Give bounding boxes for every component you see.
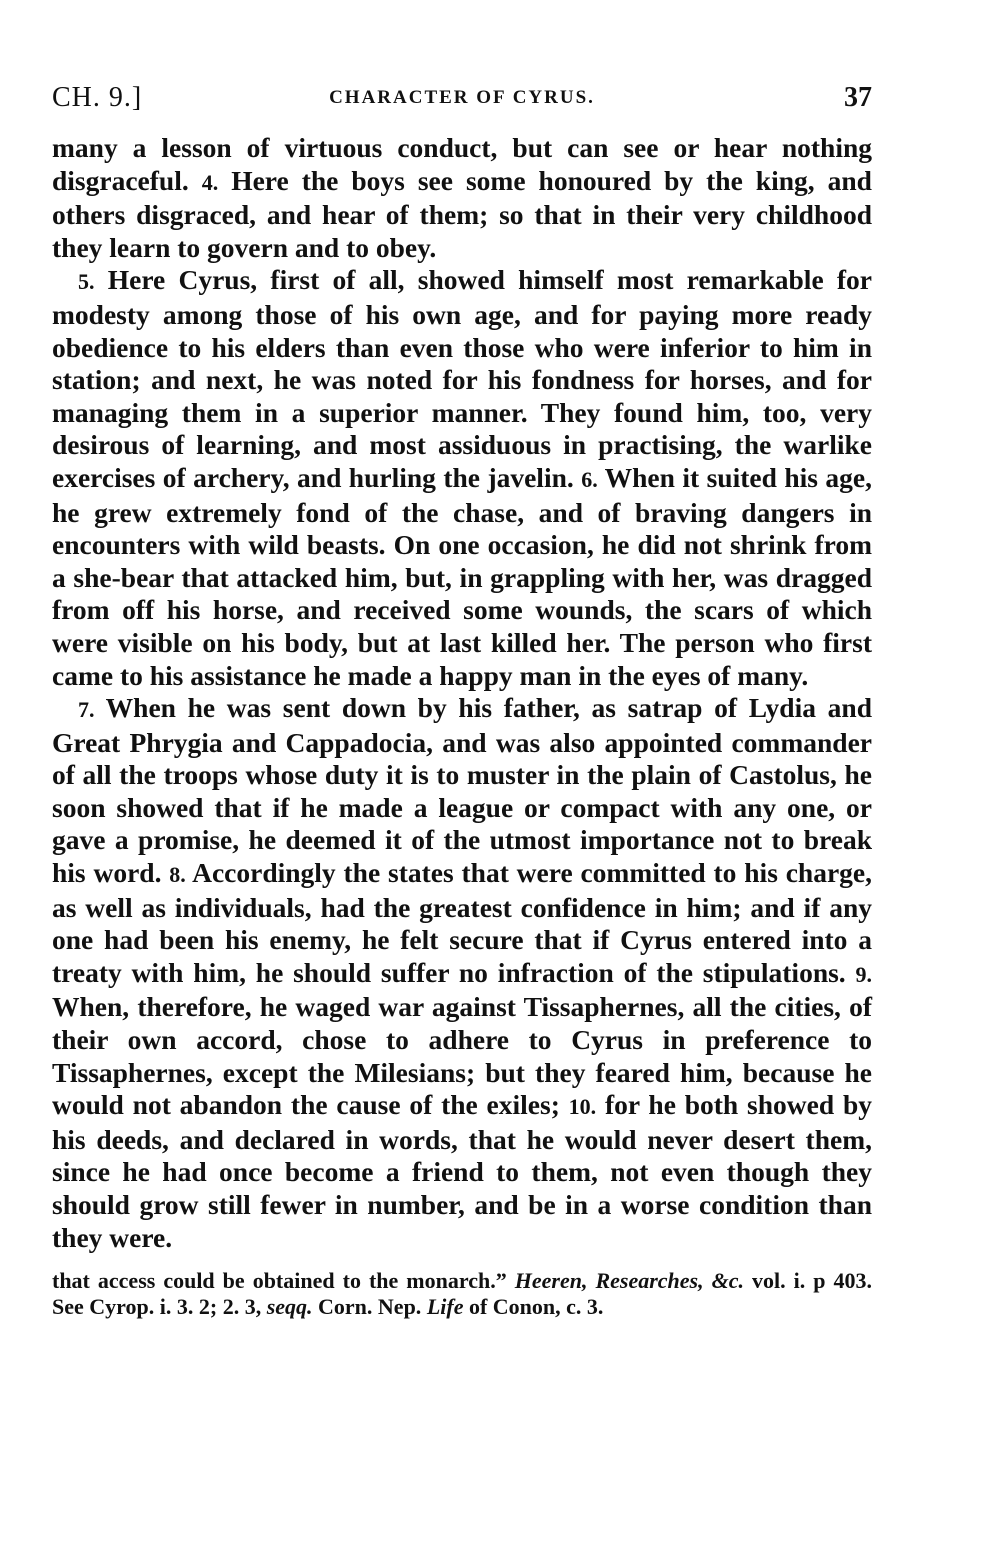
paragraph — [52, 264, 872, 692]
footnote-citation: Life — [426, 1294, 464, 1320]
footnote — [52, 1268, 872, 1320]
footnote-text: Corn. Nep. — [312, 1294, 427, 1320]
section-number: 10. — [568, 1094, 597, 1120]
body-text — [52, 132, 872, 1254]
paragraph-text: When, therefore, he waged war against Tissaphernes, all the cities, of their own accord, chose to adhere to Cyrus in preference to Tissaphernes, except the Milesians; but they feared him, because he would not abandon the cause of the exiles; — [52, 991, 872, 1121]
section-number: 8. — [169, 862, 186, 888]
section-number: 5. — [78, 269, 95, 295]
footnote-text: that access could be obtained to the monarch.” — [52, 1268, 515, 1294]
paragraph — [52, 132, 872, 264]
footnote-citation: Heeren, Researches, &c. — [514, 1268, 744, 1294]
book-page — [52, 78, 872, 1320]
paragraph-text: Here the boys see some honoured by the king, and others disgraced, and hear of them; so that in their very childhood they learn to govern and to obey. — [52, 164, 872, 263]
paragraph-text: Here Cyrus, first of all, showed himself most remarkable for modesty among those of his own age, and for paying more ready obedience to his elders than even those who were inferior to him in station; and next, he was noted for his fondness for horses, and for managing them in a superior manner. They found him, too, very desirous of learning, and most assiduous in practising, the warlike exercises of archery, and hurling the javelin. — [52, 264, 872, 493]
section-number: 4. — [201, 169, 219, 195]
page-title: CHARACTER OF CYRUS. — [329, 87, 595, 108]
paragraph-text: for he both showed by his deeds, and declared in words, that he would never desert them, since he had once become a friend to them, not even though they should grow still fewer in number, and be in a worse condition than they were. — [52, 1089, 873, 1253]
section-number: 9. — [855, 961, 872, 987]
chapter-label: CH. 9.] — [52, 82, 143, 113]
paragraph-text: When it suited his age, he grew extremely fond of the chase, and of braving dangers in encounters with wild beasts. On one occasion, he did not shrink from a she-bear that attacked him, but, in grappling with her, was dragged from off his horse, and received some wounds, the scars of which were visible on his body, but at last killed her. The person who first came to his assistance he made a happy man in the eyes of many. — [52, 461, 872, 691]
section-number: 7. — [78, 697, 95, 723]
paragraph — [52, 692, 872, 1254]
paragraph-text: When he was sent down by his father, as satrap of Lydia and Great Phrygia and Cappadocia, and was also appointed commander of all the troops whose duty it is to muster in the plain of Castolus, he soon showed that if he made a league or compact with any one, or gave a promise, he deemed it of the utmost importance not to break his word. — [52, 692, 872, 889]
footnote-text: of Conon, c. 3. — [463, 1294, 604, 1320]
paragraph-text: Accordingly the states that were committed to his charge, as well as individuals, had the greatest confidence in him; and if any one had been his enemy, he felt secure that if Cyrus entered into a treaty with him, he should suffer no infraction of the stipulations. — [52, 857, 873, 988]
section-number: 6. — [581, 466, 598, 492]
paragraph-text: many a lesson of virtuous conduct, but can see or hear nothing disgraceful. — [52, 132, 872, 196]
running-header — [52, 78, 872, 118]
footnote-citation: seqq. — [266, 1294, 313, 1320]
page-number: 37 — [844, 82, 872, 113]
footnote-text: vol. i. p 403. See Cyrop. i. 3. 2; 2. 3, — [52, 1268, 873, 1320]
